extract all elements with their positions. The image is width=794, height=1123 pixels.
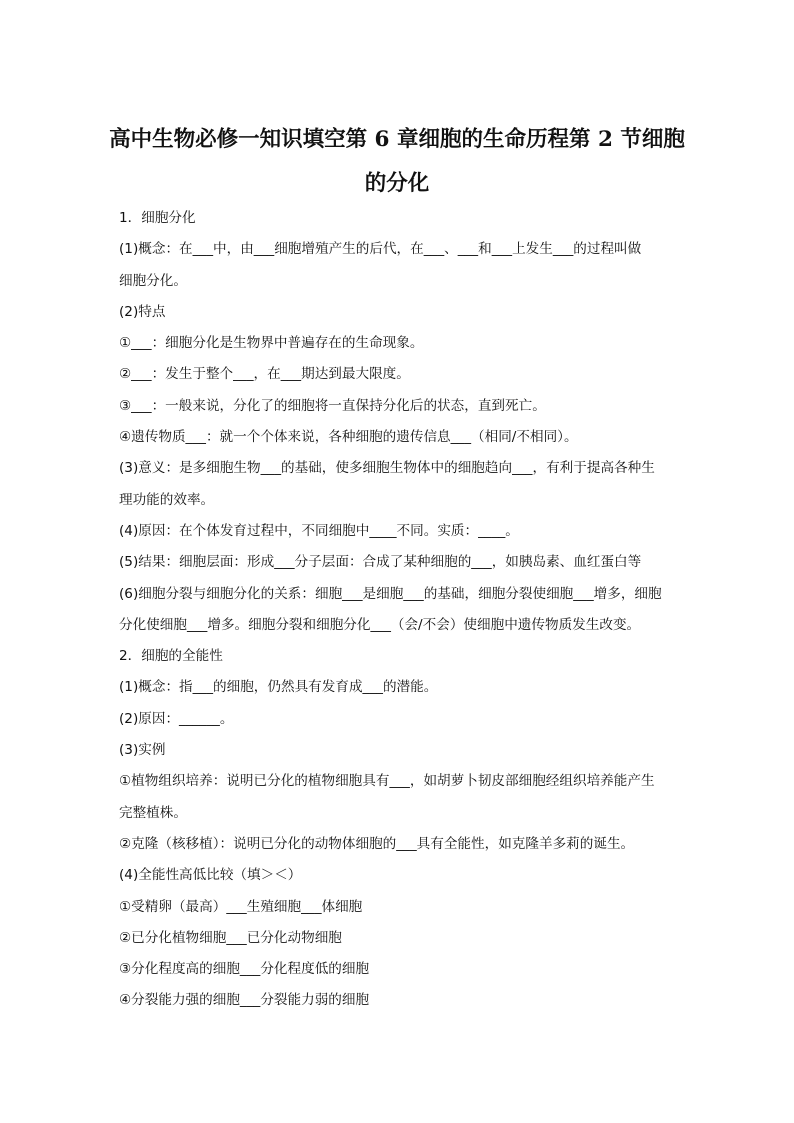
title-line-1: 高中生物必修一知识填空第 6 章细胞的生命历程第 2 节细胞 [109, 127, 685, 152]
text-line: (3)意义：是多细胞生物___的基础，使多细胞生物体中的细胞趋向___，有利于提高各种生 [119, 460, 655, 477]
document-title [100, 118, 694, 206]
text-line: (4)原因：在个体发育过程中，不同细胞中____不同。实质：____。 [119, 522, 519, 539]
text-line: (5)结果：细胞层面：形成___分子层面：合成了某种细胞的___，如胰岛素、血红蛋白等 [119, 554, 642, 571]
text-line: 完整植株。 [119, 804, 187, 821]
text-line: 分化使细胞___增多。细胞分裂和细胞分化___（会/不会）使细胞中遗传物质发生改变。 [119, 616, 641, 633]
document-body [119, 203, 679, 1017]
text-line: 理功能的效率。 [119, 491, 215, 508]
text-line: (1)概念：在___中，由___细胞增殖产生的后代，在___、___和___上发生___的过程叫做 [119, 241, 642, 258]
text-line: ④分裂能力强的细胞___分裂能力弱的细胞 [119, 992, 370, 1009]
text-line: (2)原因：______。 [119, 710, 234, 727]
text-line: 细胞分化。 [119, 272, 187, 289]
text-line: ③分化程度高的细胞___分化程度低的细胞 [119, 961, 370, 978]
title-line-2: 的分化 [364, 171, 430, 196]
text-line: (6)细胞分裂与细胞分化的关系：细胞___是细胞___的基础，细胞分裂使细胞___增多，细胞 [119, 585, 662, 602]
text-line: ②___：发生于整个___，在___期达到最大限度。 [119, 366, 410, 383]
text-line: (2)特点 [119, 303, 166, 320]
text-line: (4)全能性高低比较（填＞＜） [119, 867, 302, 884]
text-line: (3)实例 [119, 742, 166, 759]
text-line: ④遗传物质___：就一个个体来说，各种细胞的遗传信息___（相同/不相同）。 [119, 429, 578, 446]
text-line: 1．细胞分化 [119, 210, 196, 226]
text-line: ①受精卵（最高）___生殖细胞___体细胞 [119, 898, 363, 915]
text-line: ③___：一般来说，分化了的细胞将一直保持分化后的状态，直到死亡。 [119, 397, 546, 414]
text-line: 2．细胞的全能性 [119, 648, 223, 665]
text-line: (1)概念：指___的细胞，仍然具有发育成___的潜能。 [119, 679, 438, 696]
text-line: ①植物组织培养：说明已分化的植物细胞具有___，如胡萝卜韧皮部细胞经组织培养能产生 [119, 773, 655, 790]
text-line: ②已分化植物细胞___已分化动物细胞 [119, 929, 342, 946]
text-line: ①___：细胞分化是生物界中普遍存在的生命现象。 [119, 335, 424, 352]
text-line: ②克隆（核移植）：说明已分化的动物体细胞的___具有全能性，如克隆羊多莉的诞生。 [119, 835, 635, 852]
